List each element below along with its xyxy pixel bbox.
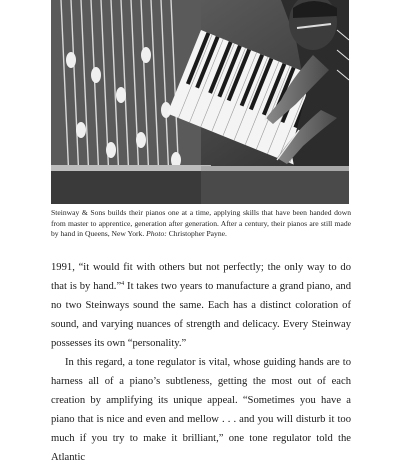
- caption-text: Steinway & Sons builds their pianos one at a time, applying skills that have been handed down from master to apprentice, generation after generation. After a century, their pianos are still made by hand in Queens, New York.: [51, 208, 351, 238]
- photo-credit-label: Photo:: [146, 229, 167, 238]
- paragraph-1-text: 1991, “it would fit with others but not perfectly; the only way to do that is by hand.”: [51, 262, 351, 292]
- photo-caption: [51, 208, 351, 240]
- paragraph-2: In this regard, a tone regulator is vital, whose guiding hands are to harness all of a piano’s subtleness, getting the most out of each creation by amplifying its unique appeal. “Sometimes you have a piano that is nice and even and mellow . . . and you will disturb it too much if you try to make it brilliant,” one tone regulator told the Atlantic: [51, 357, 351, 463]
- piano-action-image: [51, 0, 349, 204]
- paragraph-1: [51, 258, 351, 353]
- piano-craftsman-photo: [51, 0, 349, 204]
- paragraph-1-rest: It takes two years to manufacture a grand piano, and no two Steinways sound the same. Each has a distinct coloration of sound, and varying nuances of strength and delicacy. Every Steinway possesses its own “personality.”: [51, 281, 351, 349]
- endnote-ref: 4: [121, 281, 125, 287]
- body-text: [51, 258, 351, 467]
- photo-credit-name: Christopher Payne.: [166, 229, 227, 238]
